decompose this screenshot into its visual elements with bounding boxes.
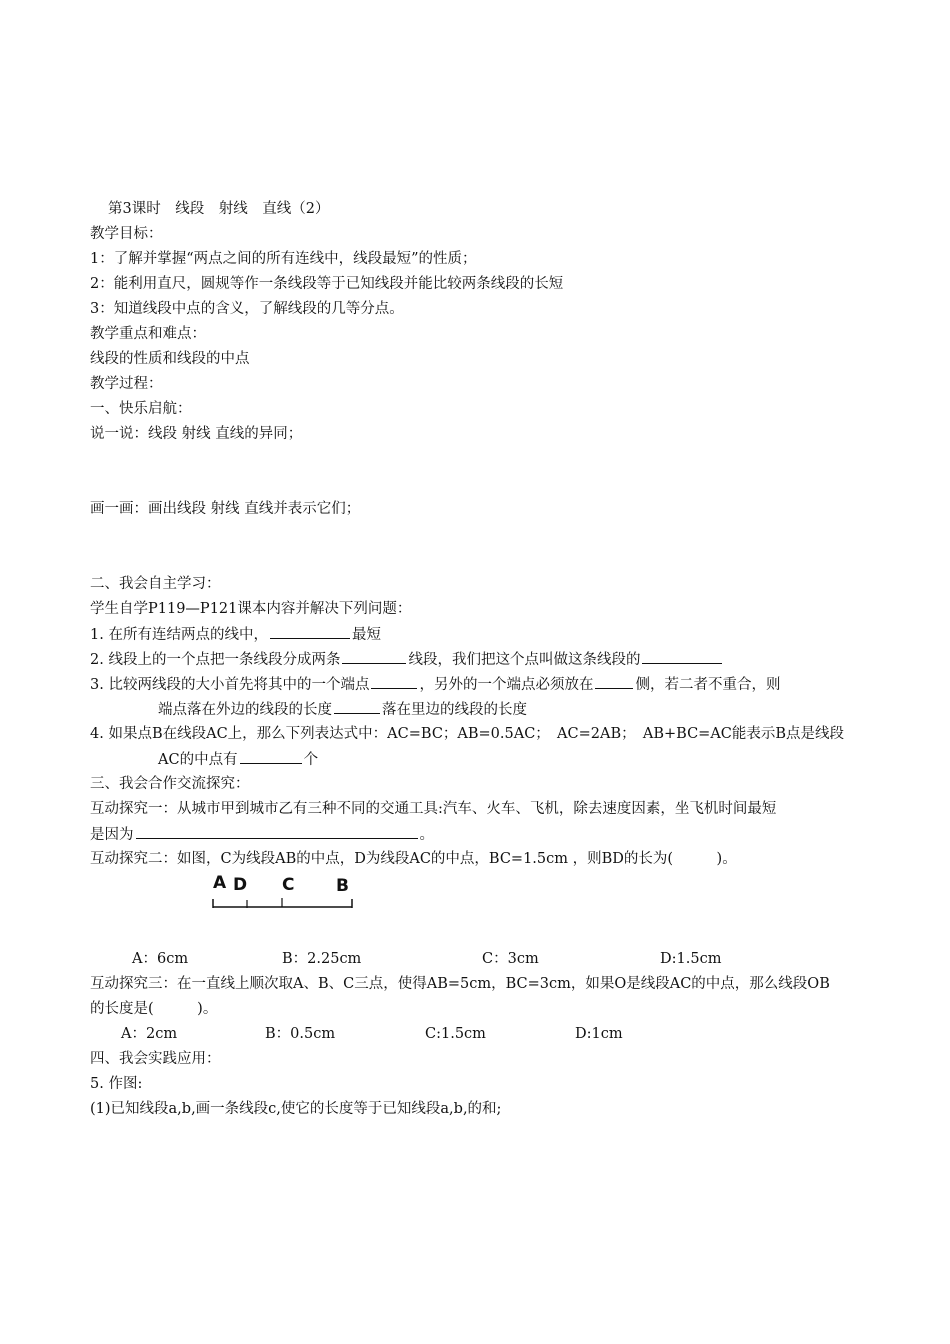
question-text: 在所有连结两点的线中，: [108, 627, 268, 643]
exercise-1: 互动探究一：从城市甲到城市乙有三种不同的交通工具:汽车、火车、飞机，除去速度因素，坐飞机时间最短: [90, 801, 777, 817]
goal-1: 1：了解并掌握“两点之间的所有连线中，线段最短”的性质；: [90, 251, 477, 267]
figure-label-d: D: [233, 875, 248, 895]
question-5: 5. 作图:: [90, 1076, 143, 1092]
goal-3: 3：知道线段中点的含义，了解线段的几等分点。: [90, 301, 404, 317]
question-number: 2.: [90, 652, 104, 668]
exercise-3-option-b[interactable]: B：0.5cm: [265, 1026, 336, 1042]
question-text: ，另外的一个端点必须放在: [419, 677, 594, 693]
figure-label-c: C: [282, 875, 295, 895]
question-text: 。: [419, 827, 434, 843]
question-text: 如果点B在线段AC上，那么下列表达式中：AC=BC；AB=0.5AC； AC=2AB； AB+BC=AC能表示B点是线段: [108, 726, 845, 742]
question-number: 1.: [90, 627, 104, 643]
answer-blank[interactable]: [595, 674, 633, 689]
answer-blank[interactable]: [342, 649, 406, 664]
section1-draw: 画一画：画出线段 射线 直线并表示它们；: [90, 501, 361, 517]
question-number: 3.: [90, 677, 104, 693]
question-text: 是因为: [90, 827, 134, 843]
figure-label-b: B: [336, 876, 349, 896]
question-text: 最短: [351, 627, 381, 643]
question-4-cont: [158, 749, 318, 770]
goals-heading: 教学目标：: [90, 226, 163, 242]
question-3-cont: [158, 699, 527, 720]
question-text: 线段，我们把这个点叫做这条线段的: [408, 652, 641, 668]
key-heading: 教学重点和难点：: [90, 326, 206, 342]
question-text: 侧，若二者不重合，则: [635, 677, 781, 693]
exercise-3-option-a[interactable]: A：2cm: [121, 1026, 178, 1042]
exercise-1-cont: [90, 824, 434, 845]
segment-figure: [205, 870, 365, 915]
question-text: 线段上的一个点把一条线段分成两条: [108, 652, 341, 668]
exercise-2: 互动探究二：如图，C为线段AB的中点，D为线段AC的中点，BC=1.5cm ，则BD的长为( )。: [90, 851, 737, 867]
question-text: 个: [303, 752, 319, 768]
question-text: 端点落在外边的线段的长度: [158, 702, 332, 718]
process-heading: 教学过程：: [90, 376, 163, 392]
figure-label-a: A: [213, 873, 227, 893]
question-number: 4.: [90, 726, 104, 742]
section2-intro: 学生自学P119—P121课本内容并解决下列问题：: [90, 601, 412, 617]
question-1: [90, 624, 381, 645]
question-text: 比较两线段的大小首先将其中的一个端点: [108, 677, 370, 693]
answer-blank[interactable]: [642, 649, 722, 664]
question-2: [90, 649, 724, 670]
exercise-3: 互动探究三：在一直线上顺次取A、B、C三点，使得AB=5cm，BC=3cm，如果O是线段AC的中点，那么线段OB: [90, 976, 830, 992]
question-4: [90, 724, 844, 744]
section2-heading: 二、我会自主学习：: [90, 576, 221, 592]
question-text: 落在里边的线段的长度: [382, 702, 527, 718]
section1-say: 说一说：线段 射线 直线的异同；: [90, 426, 303, 442]
answer-blank[interactable]: [371, 674, 417, 689]
key-text: 线段的性质和线段的中点: [90, 351, 250, 367]
goal-2: 2：能利用直尺，圆规等作一条线段等于已知线段并能比较两条线段的长短: [90, 276, 564, 292]
exercise-2-option-b[interactable]: B：2.25cm: [282, 951, 362, 967]
answer-blank[interactable]: [136, 824, 418, 839]
section3-heading: 三、我会合作交流探究：: [90, 776, 250, 792]
question-text: AC的中点有: [158, 752, 238, 768]
exercise-2-option-a[interactable]: A：6cm: [132, 951, 189, 967]
exercise-3-cont: 的长度是( )。: [90, 1001, 218, 1017]
exercise-2-option-d[interactable]: D:1.5cm: [660, 951, 722, 967]
exercise-3-option-c[interactable]: C:1.5cm: [425, 1026, 486, 1042]
exercise-3-option-d[interactable]: D:1cm: [575, 1026, 623, 1042]
question-3: [90, 674, 780, 695]
exercise-2-option-c[interactable]: C：3cm: [482, 951, 539, 967]
answer-blank[interactable]: [334, 699, 380, 714]
section4-heading: 四、我会实践应用：: [90, 1051, 221, 1067]
lesson-title: 第3课时 线段 射线 直线（2）: [108, 201, 330, 217]
question-5-part-1: (1)已知线段a,b,画一条线段c,使它的长度等于已知线段a,b,的和;: [90, 1101, 502, 1117]
section1-heading: 一、快乐启航：: [90, 401, 192, 417]
answer-blank[interactable]: [270, 624, 350, 639]
answer-blank[interactable]: [240, 749, 302, 764]
